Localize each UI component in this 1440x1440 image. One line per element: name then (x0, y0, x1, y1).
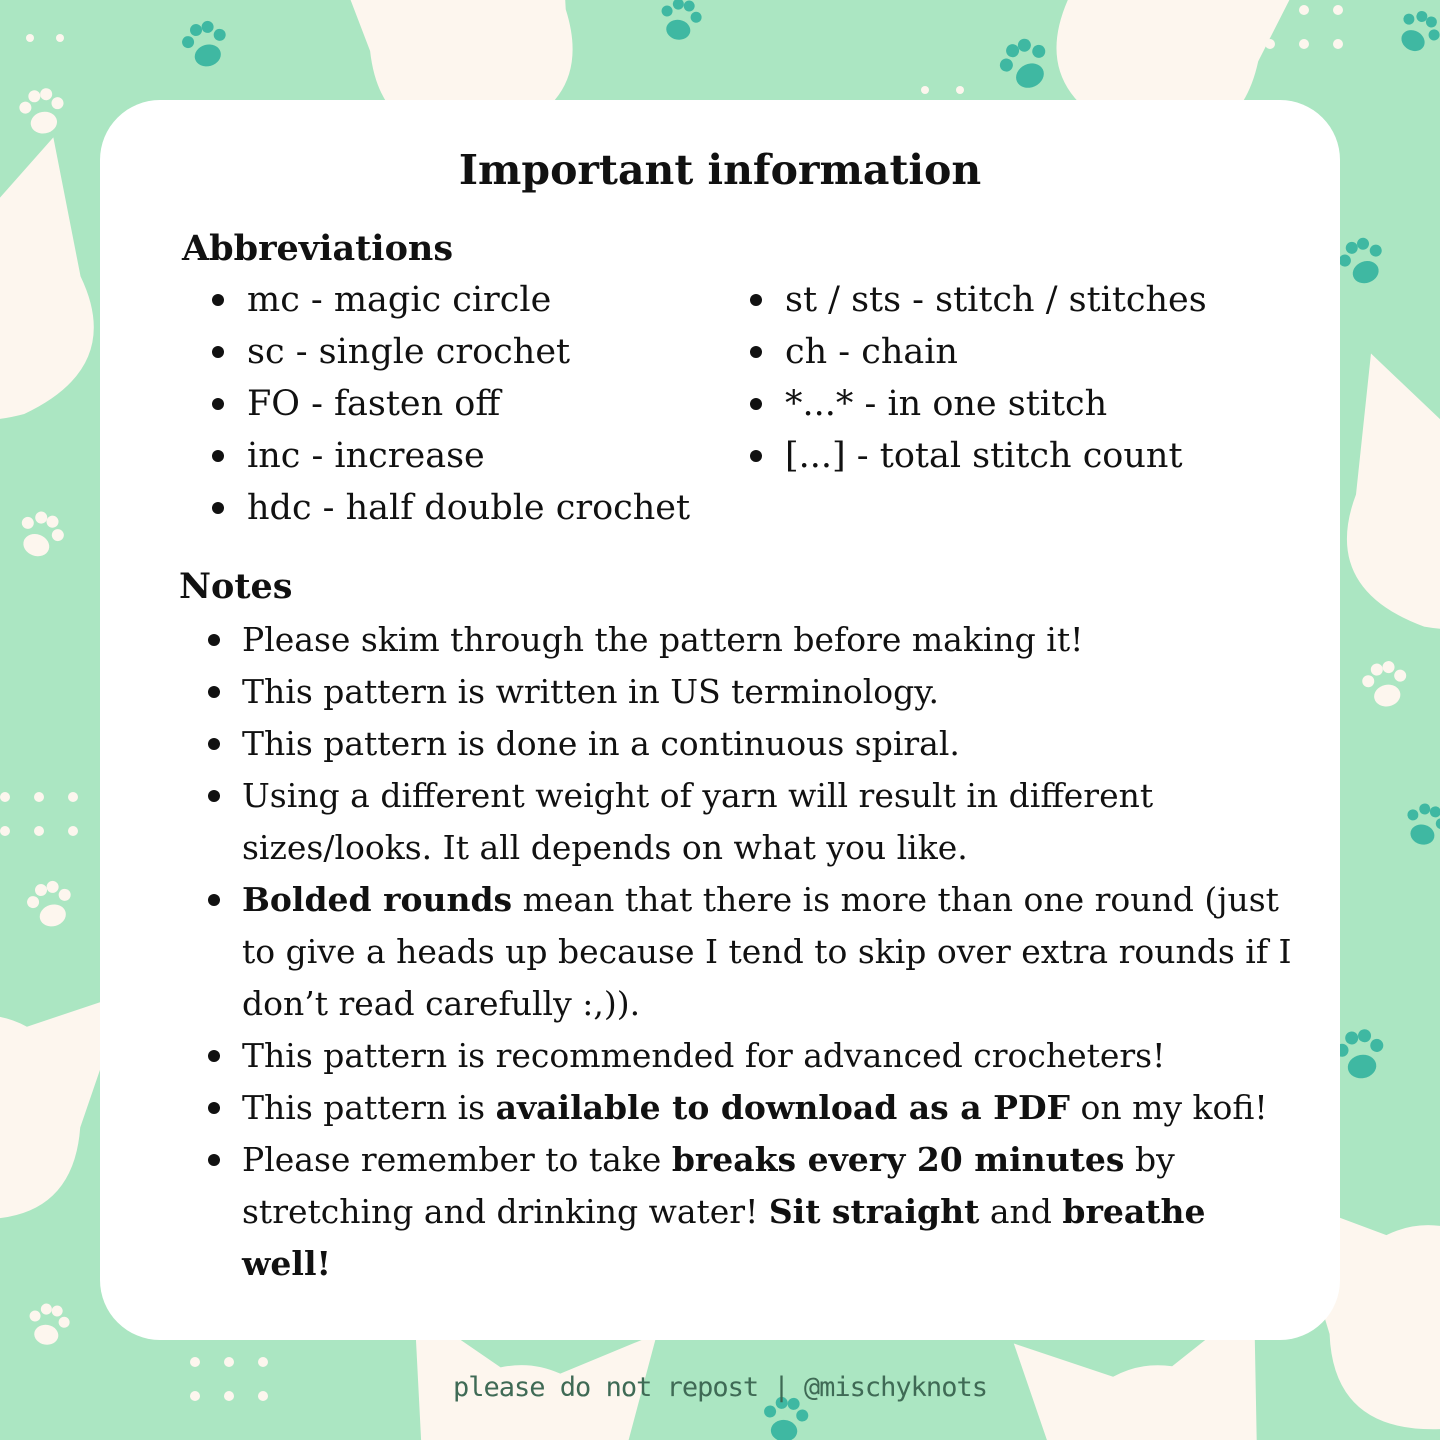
list-item: Bolded rounds mean that there is more than one round (just to give a heads up because I tend to skip over extra rounds if I don’t read carefully :,)). (208, 874, 1298, 1030)
notes-heading: Notes (179, 566, 293, 607)
list-item: st / sts - stitch / stitches (750, 274, 1207, 326)
bold-text: Bolded rounds (242, 880, 513, 919)
list-item: *...* - in one stitch (750, 378, 1207, 430)
bold-text: available to download as a PDF (495, 1088, 1070, 1127)
list-item: This pattern is available to download as a PDF on my kofi! (208, 1082, 1298, 1134)
abbreviations-list-right (750, 274, 1207, 482)
repost-notice: please do not repost | @mischyknots (453, 1372, 987, 1403)
list-item: mc - magic circle (212, 274, 690, 326)
list-item: [...] - total stitch count (750, 430, 1207, 482)
bold-text: breaks every 20 minutes (671, 1140, 1125, 1179)
list-item: This pattern is written in US terminology. (208, 666, 1298, 718)
page-title: Important information (458, 146, 982, 194)
list-item: sc - single crochet (212, 326, 690, 378)
abbreviations-heading: Abbreviations (182, 228, 454, 269)
list-item: Using a different weight of yarn will result in different sizes/looks. It all depends on what you like. (208, 770, 1298, 874)
notes-list (208, 614, 1298, 1290)
list-item: inc - increase (212, 430, 690, 482)
list-item: ch - chain (750, 326, 1207, 378)
list-item: Please skim through the pattern before making it! (208, 614, 1298, 666)
bold-text: Sit straight (768, 1192, 980, 1231)
list-item: FO - fasten off (212, 378, 690, 430)
list-item: This pattern is recommended for advanced crocheters! (208, 1030, 1298, 1082)
list-item: This pattern is done in a continuous spiral. (208, 718, 1298, 770)
list-item: hdc - half double crochet (212, 482, 690, 534)
bold-text: breathe well! (242, 1192, 1206, 1283)
abbreviations-list-left (212, 274, 690, 534)
list-item: Please remember to take breaks every 20 minutes by stretching and drinking water! Sit straight and breathe well! (208, 1134, 1298, 1290)
